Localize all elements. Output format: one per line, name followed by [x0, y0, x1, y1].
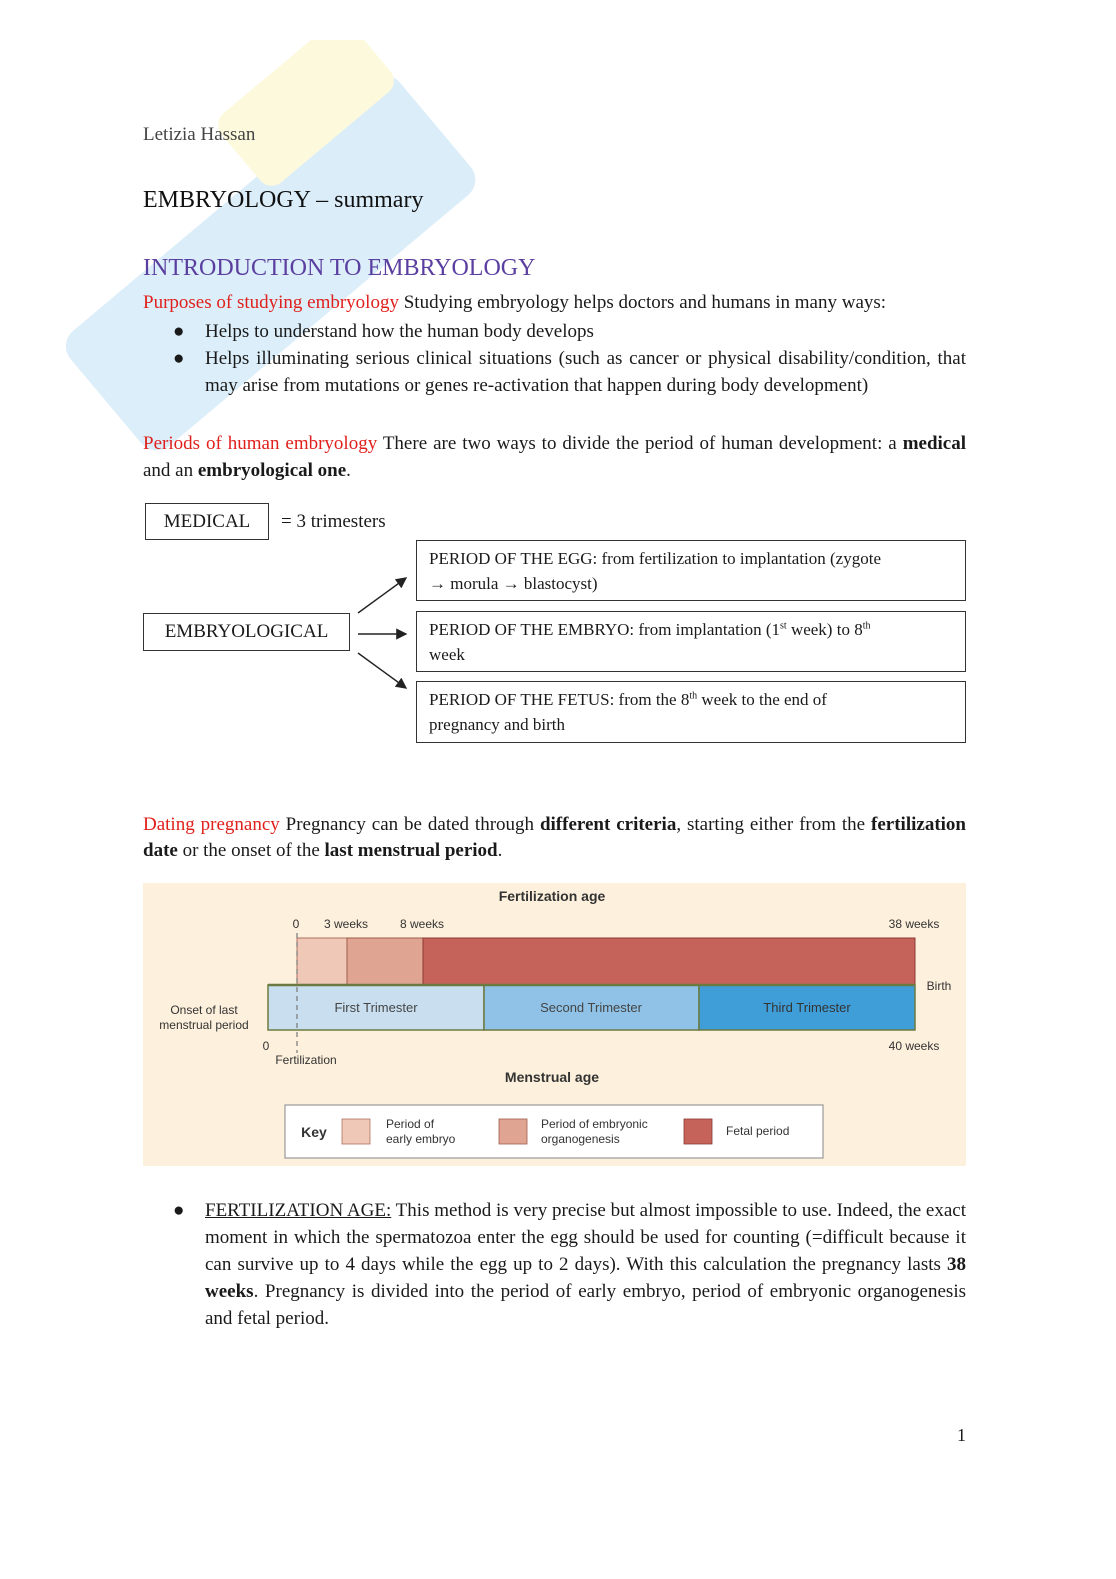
tick-label: 0 — [292, 917, 300, 931]
section-title: INTRODUCTION TO EMBRYOLOGY — [143, 255, 536, 281]
purposes-heading: Purposes of studying embryology — [143, 292, 399, 313]
tick-label: 0 — [262, 1039, 270, 1053]
menstrual-age-title: Menstrual age — [504, 1069, 600, 1085]
purposes-bullet-list — [143, 318, 966, 399]
tick-label: 40 weeks — [888, 1039, 940, 1053]
fertilization-age-label: FERTILIZATION AGE: — [205, 1200, 392, 1221]
periods-heading: Periods of human embryology — [143, 433, 378, 454]
legend-label: organogenesis — [541, 1132, 620, 1146]
tick-label: 38 weeks — [888, 917, 940, 931]
legend-label: Period of — [386, 1117, 435, 1131]
fetal-period-bar — [423, 938, 915, 985]
dating-heading: Dating pregnancy — [143, 814, 280, 835]
bullet-icon: ● — [173, 321, 185, 342]
document-title: EMBRYOLOGY – summary — [143, 187, 424, 213]
fertilization-age-list — [143, 1197, 966, 1332]
third-trimester-label: Third Trimester — [763, 1000, 851, 1015]
diagram-arrows — [350, 570, 420, 695]
fertilization-label: Fertilization — [275, 1053, 337, 1067]
tick-label: 3 weeks — [323, 917, 369, 931]
organogenesis-bar — [347, 938, 423, 985]
arrow-to-fetus — [358, 653, 406, 688]
onset-label-line2: menstrual period — [159, 1018, 249, 1032]
tick-label: 8 weeks — [399, 917, 445, 931]
period-embryo-box: PERIOD OF THE EMBRYO: from implantation (1st week) to 8th week — [416, 611, 966, 672]
legend-swatch-fetal — [684, 1119, 712, 1144]
bullet-icon: ● — [173, 348, 185, 369]
arrow-right-icon: → — [502, 574, 520, 593]
list-item: ● FERTILIZATION AGE: This method is very precise but almost impossible to use. Indeed, the exact moment in which the spermatozoa enter the egg should be used for counting (=difficult because it can survive up to 4 days while the egg up to 2 days). With this calculation the pregnancy lasts 38 weeks. Pregnancy is divided into the period of early embryo, period of embryonic organogenesis and fetal period. — [143, 1197, 966, 1332]
medical-box: MEDICAL — [145, 503, 269, 540]
early-embryo-bar — [297, 938, 347, 985]
legend-label: early embryo — [386, 1132, 456, 1146]
page-number: 1 — [957, 1425, 966, 1445]
list-item: ● Helps to understand how the human body develops — [143, 318, 966, 345]
bullet-icon: ● — [173, 1200, 185, 1221]
onset-label-line1: Onset of last — [170, 1003, 238, 1017]
arrow-to-egg — [358, 578, 406, 613]
legend-swatch-organogenesis — [499, 1119, 527, 1144]
medical-note: = 3 trimesters — [281, 511, 386, 532]
pregnancy-timeline-figure — [143, 883, 966, 1166]
legend-key-label: Key — [301, 1124, 327, 1140]
fertilization-age-title: Fertilization age — [498, 888, 606, 904]
legend-label: Period of embryonic — [541, 1117, 648, 1131]
second-trimester-label: Second Trimester — [540, 1000, 642, 1015]
purposes-paragraph — [143, 289, 966, 316]
period-egg-box: PERIOD OF THE EGG: from fertilization to implantation (zygote → morula → blastocyst) — [416, 540, 966, 601]
embryological-box: EMBRYOLOGICAL — [143, 613, 350, 651]
legend-label: Fetal period — [726, 1124, 790, 1138]
dating-paragraph: Dating pregnancy Pregnancy can be dated through different criteria, starting either from the fertilization date or the onset of the last menstrual period. — [143, 814, 966, 861]
purposes-text: Studying embryology helps doctors and humans in many ways: — [398, 292, 887, 313]
period-fetus-box: PERIOD OF THE FETUS: from the 8th week to the end of pregnancy and birth — [416, 681, 966, 743]
legend-swatch-early-embryo — [342, 1119, 370, 1144]
arrow-right-icon: → — [429, 574, 446, 593]
author-name: Letizia Hassan — [143, 124, 256, 145]
first-trimester-label: First Trimester — [334, 1000, 418, 1015]
periods-paragraph: Periods of human embryology There are two ways to divide the period of human development: a medical and an embryological one. — [143, 433, 967, 481]
list-item: ● Helps illuminating serious clinical situations (such as cancer or physical disability/condition, that may arise from mutations or genes re-activation that happen during body development) — [143, 345, 966, 399]
birth-label: Birth — [926, 979, 952, 993]
